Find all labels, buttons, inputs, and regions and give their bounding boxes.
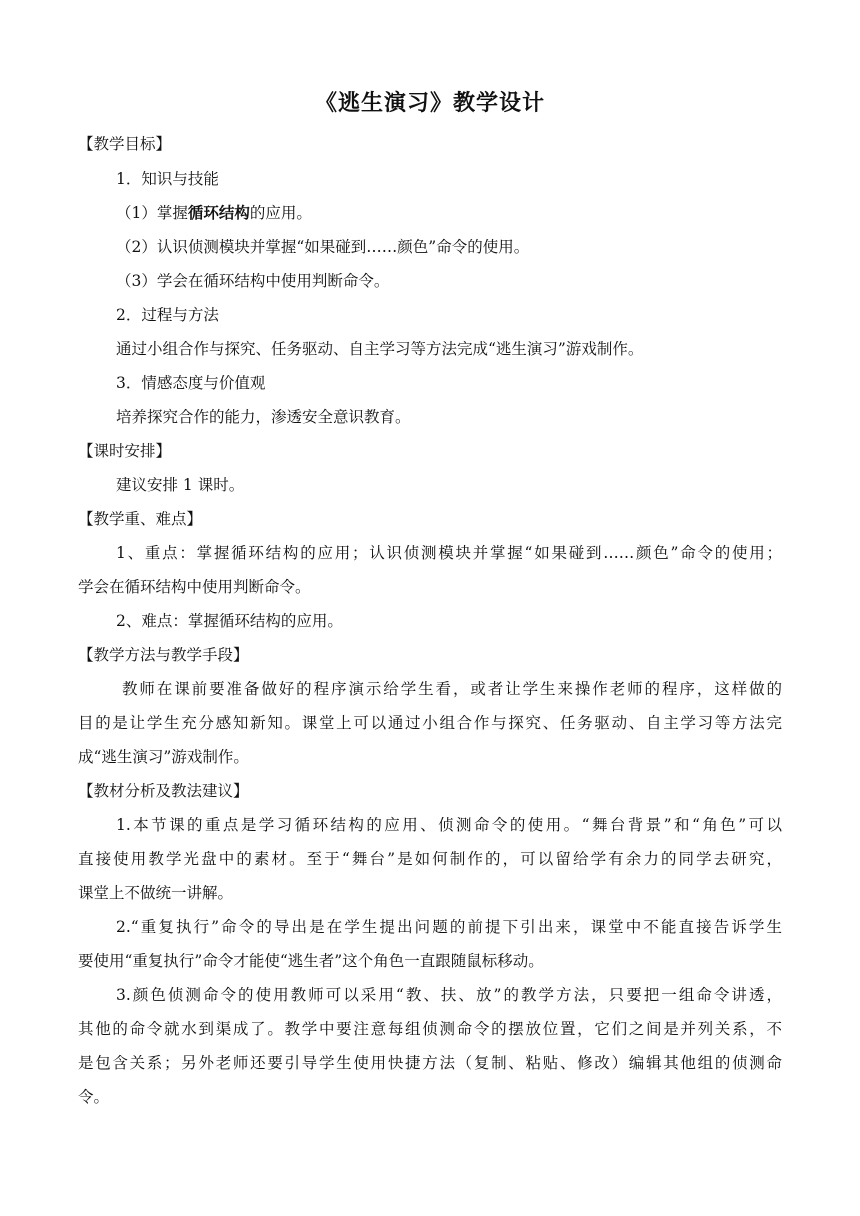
analysis-3-line-4: 令。	[78, 1088, 110, 1106]
section-heading-analysis: 【教材分析及教法建议】	[78, 782, 249, 800]
page-title: 《逃生演习》教学设计	[314, 90, 545, 116]
goal-knowledge-heading: 1．知识与技能	[116, 170, 219, 188]
section-heading-goals: 【教学目标】	[78, 135, 172, 153]
analysis-2-line-1: 2.“重复执行”命令的导出是在学生提出问题的前提下引出来，课堂中不能直接告诉学生	[116, 918, 782, 936]
goal-knowledge-item-1	[116, 203, 312, 223]
analysis-1-line-1: 1.本节课的重点是学习循环结构的应用、侦测命令的使用。“舞台背景”和“角色”可以	[116, 816, 782, 834]
analysis-1-line-3: 课堂上不做统一讲解。	[78, 884, 234, 902]
goal-knowledge-item-2: （2）认识侦测模块并掌握“如果碰到……颜色”命令的使用。	[116, 238, 530, 256]
keypoint-1-line-1: 1、重点：掌握循环结构的应用；认识侦测模块并掌握“如果碰到……颜色”命令的使用；	[116, 544, 782, 562]
analysis-1-line-2: 直接使用教学光盘中的素材。至于“舞台”是如何制作的，可以留给学有余力的同学去研究，	[78, 850, 782, 868]
analysis-3-line-2: 其他的命令就水到渠成了。教学中要注意每组侦测命令的摆放位置，它们之间是并列关系，不	[78, 1020, 782, 1038]
goal-item-text: （1）掌握	[116, 204, 188, 222]
analysis-3-line-3: 是包含关系；另外老师还要引导学生使用快捷方法（复制、粘贴、修改）编辑其他组的侦测命	[78, 1054, 782, 1072]
methods-line-2: 目的是让学生充分感知新知。课堂上可以通过小组合作与探究、任务驱动、自主学习等方法完	[78, 714, 782, 732]
goal-attitude-heading: 3．情感态度与价值观	[116, 374, 266, 392]
section-heading-schedule: 【课时安排】	[78, 442, 172, 460]
methods-line-3: 成“逃生演习”游戏制作。	[78, 748, 249, 766]
keypoint-1-line-2: 学会在循环结构中使用判断命令。	[78, 578, 311, 596]
goal-item-text: 的应用。	[249, 204, 312, 222]
goal-process-text: 通过小组合作与探究、任务驱动、自主学习等方法完成“逃生演习”游戏制作。	[116, 340, 644, 358]
methods-line-1: 教师在课前要准备做好的程序演示给学生看，或者让学生来操作老师的程序，这样做的	[122, 680, 782, 698]
section-heading-methods: 【教学方法与教学手段】	[78, 646, 249, 664]
section-heading-keypoints: 【教学重、难点】	[78, 510, 203, 528]
schedule-text: 建议安排 1 课时。	[116, 476, 245, 494]
goal-attitude-text: 培养探究合作的能力，渗透安全意识教育。	[116, 408, 411, 426]
goal-process-heading: 2．过程与方法	[116, 306, 219, 324]
keypoint-2: 2、难点：掌握循环结构的应用。	[116, 612, 343, 630]
analysis-2-line-2: 要使用“重复执行”命令才能使“逃生者”这个角色一直跟随鼠标移动。	[78, 952, 544, 970]
analysis-3-line-1: 3.颜色侦测命令的使用教师可以采用“教、扶、放”的教学方法，只要把一组命令讲透，	[116, 986, 782, 1004]
goal-knowledge-item-3: （3）学会在循环结构中使用判断命令。	[116, 272, 390, 290]
goal-item-emphasis: 循环结构	[187, 203, 250, 222]
